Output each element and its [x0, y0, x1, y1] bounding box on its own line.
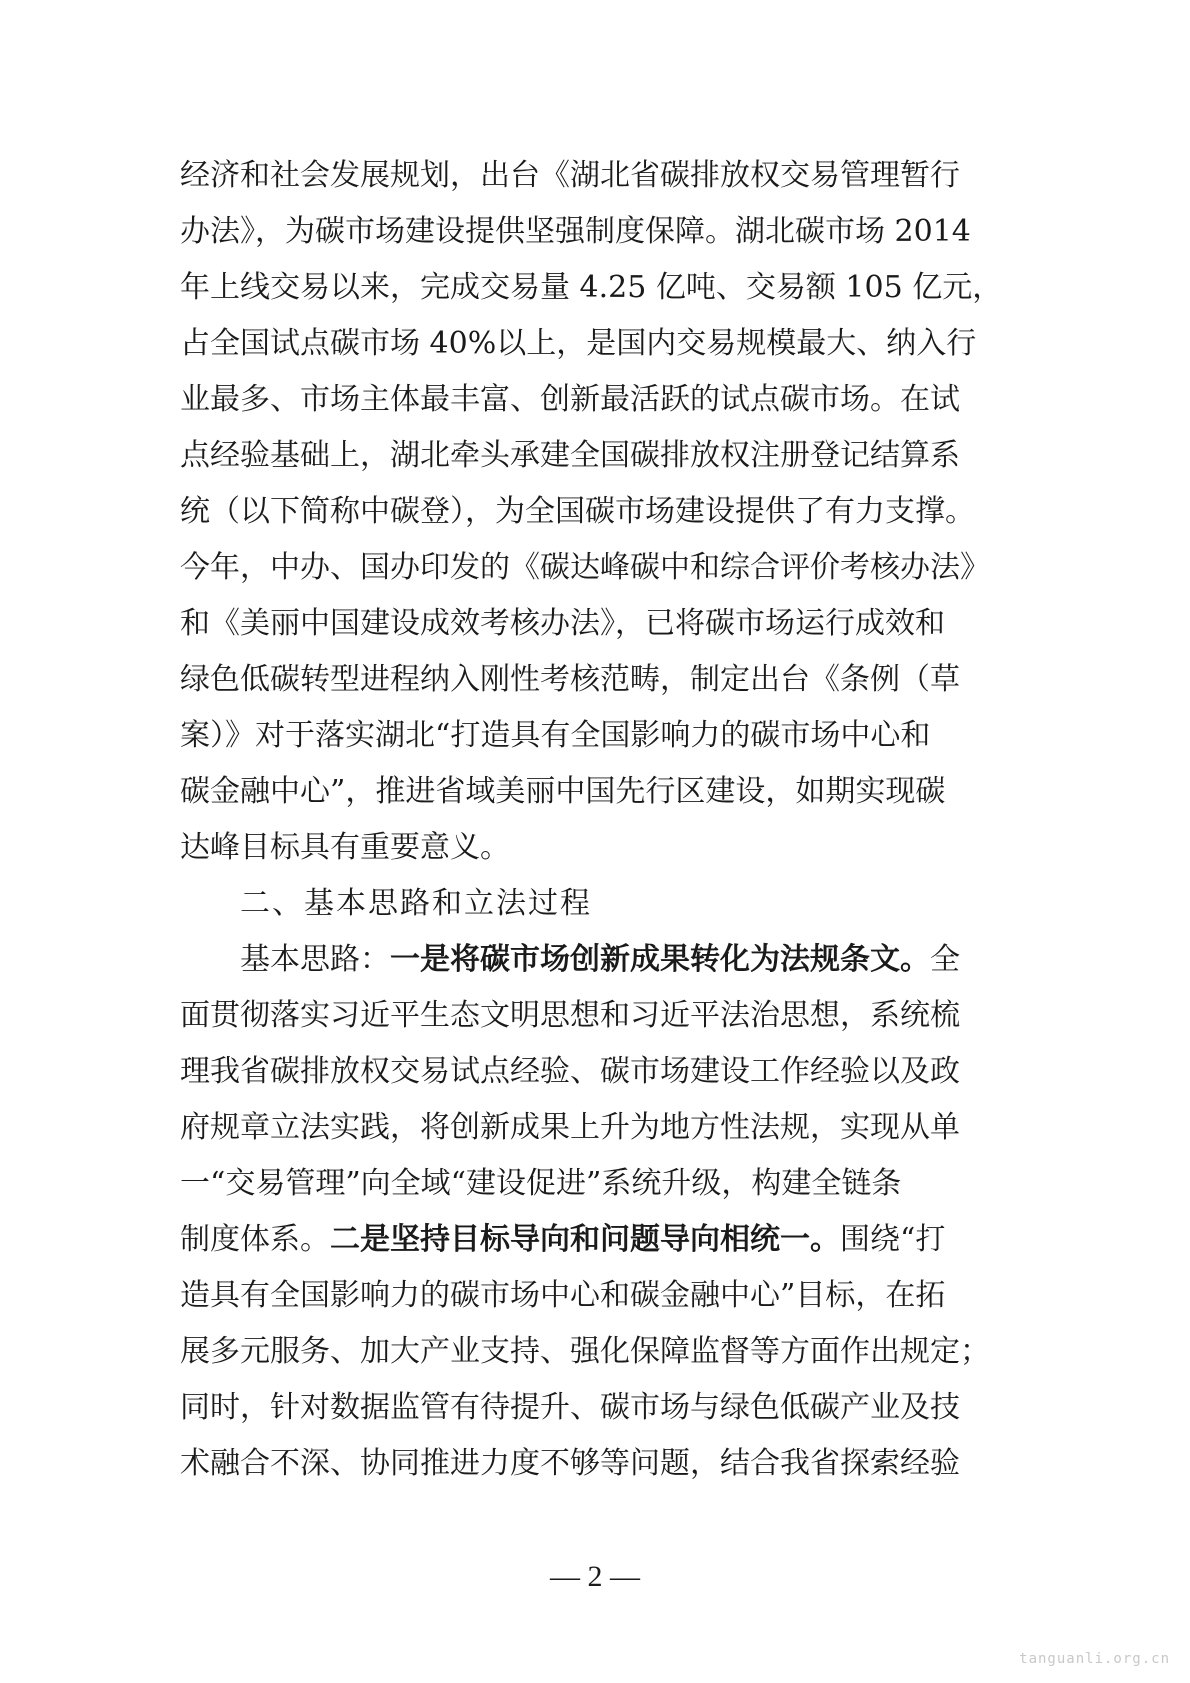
- text-line: [180, 1100, 1018, 1156]
- line-text: 点经验基础上，湖北牵头承建全国碳排放权注册登记结算系: [180, 438, 960, 473]
- bold-point-2: 二是坚持目标导向和问题导向相统一。: [330, 1222, 840, 1257]
- text-line: [180, 316, 1018, 372]
- line-text: 术融合不深、协同推进力度不够等问题，结合我省探索经验: [180, 1446, 960, 1481]
- line-text: 案）》对于落实湖北“打造具有全国影响力的碳市场中心和: [180, 718, 931, 753]
- line-text: 碳金融中心”，推进省域美丽中国先行区建设，如期实现碳: [180, 774, 946, 809]
- line-tail: 全: [930, 942, 960, 977]
- line-text: 达峰目标具有重要意义。: [180, 830, 510, 865]
- line-head: 制度体系。: [180, 1222, 330, 1257]
- text-line: [180, 596, 1018, 652]
- text-line: [180, 1156, 1018, 1212]
- line-text: 业最多、市场主体最丰富、创新最活跃的试点碳市场。在试: [180, 382, 960, 417]
- text-line: [180, 1044, 1018, 1100]
- line-text: 占全国试点碳市场 40%以上，是国内交易规模最大、纳入行: [180, 326, 977, 361]
- heading-text: 二、基本思路和立法过程: [240, 886, 592, 921]
- text-line: [180, 428, 1018, 484]
- line-text: 办法》，为碳市场建设提供坚强制度保障。湖北碳市场 2014: [180, 214, 971, 249]
- text-line: [180, 820, 1018, 876]
- text-line: [180, 1380, 1018, 1436]
- line-text: 展多元服务、加大产业支持、强化保障监督等方面作出规定；: [180, 1334, 990, 1369]
- text-line: [180, 1436, 1018, 1492]
- text-line: [180, 764, 1018, 820]
- text-line: [180, 988, 1018, 1044]
- watermark-text: tanguanli.org.cn: [1019, 1651, 1170, 1667]
- text-line: [180, 1324, 1018, 1380]
- line-text: 和《美丽中国建设成效考核办法》，已将碳市场运行成效和: [180, 606, 945, 641]
- text-line: [180, 484, 1018, 540]
- line-text: 理我省碳排放权交易试点经验、碳市场建设工作经验以及政: [180, 1054, 960, 1089]
- text-line: [180, 260, 1018, 316]
- page-number: — 2 —: [550, 1560, 640, 1593]
- line-text: 年上线交易以来，完成交易量 4.25 亿吨、交易额 105 亿元，: [180, 270, 1003, 305]
- section-heading: [180, 876, 1018, 932]
- text-line: [180, 372, 1018, 428]
- line-text: [240, 932, 960, 988]
- line-text: 今年，中办、国办印发的《碳达峰碳中和综合评价考核办法》: [180, 550, 990, 585]
- line-text: 经济和社会发展规划，出台《湖北省碳排放权交易管理暂行: [180, 158, 960, 193]
- line-tail: 围绕“打: [840, 1222, 946, 1257]
- text-line: [180, 148, 1018, 204]
- line-text: 造具有全国影响力的碳市场中心和碳金融中心”目标，在拓: [180, 1278, 946, 1313]
- text-line: [180, 204, 1018, 260]
- label-text: 基本思路：: [240, 942, 390, 977]
- body-text: [180, 148, 1018, 1492]
- line-text: 统（以下简称中碳登），为全国碳市场建设提供了有力支撑。: [180, 494, 975, 529]
- line-text: 面贯彻落实习近平生态文明思想和习近平法治思想，系统梳: [180, 998, 960, 1033]
- text-line: [180, 932, 1018, 988]
- text-line: [180, 540, 1018, 596]
- line-text: 一“交易管理”向全域“建设促进”系统升级，构建全链条: [180, 1166, 902, 1201]
- text-line: [180, 708, 1018, 764]
- line-text: 府规章立法实践，将创新成果上升为地方性法规，实现从单: [180, 1110, 960, 1145]
- text-line: [180, 652, 1018, 708]
- line-text: 绿色低碳转型进程纳入刚性考核范畴，制定出台《条例（草: [180, 662, 960, 697]
- text-line: [180, 1268, 1018, 1324]
- text-line: [180, 1212, 1018, 1268]
- bold-point-1: 一是将碳市场创新成果转化为法规条文。: [390, 942, 930, 977]
- line-text: 同时，针对数据监管有待提升、碳市场与绿色低碳产业及技: [180, 1390, 960, 1425]
- line-text: [180, 1212, 945, 1268]
